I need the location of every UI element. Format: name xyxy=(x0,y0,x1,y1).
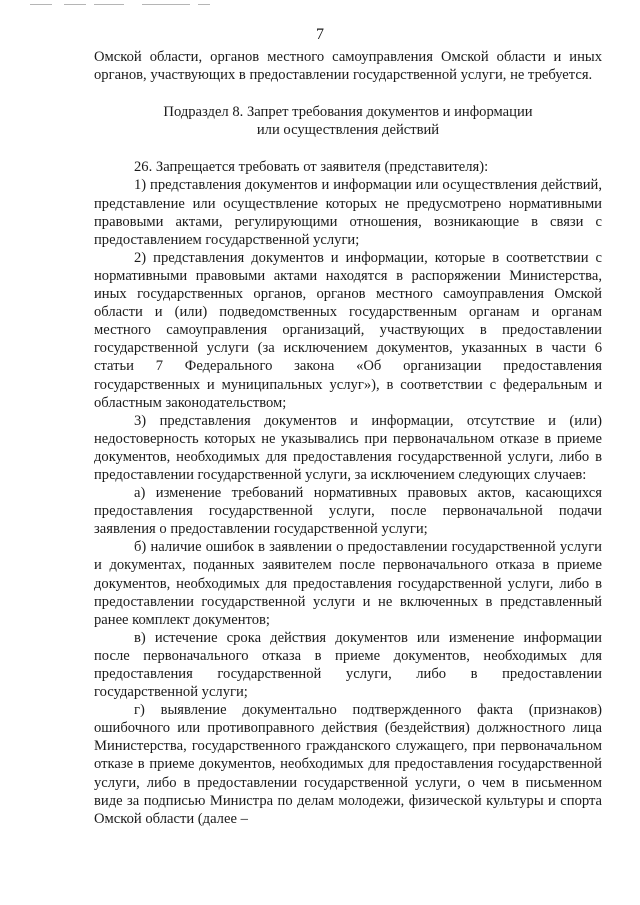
item-2: 2) представления документов и информации, которые в соответствии с нормативными правовыми актами находятся в распоряжении Министерства, иных государственных органов, органов местного самоуправления Омской области и (или) подведомственных государственным органам и органам местного самоуправления организаций, участвующих в предоставлении государственной услуги (за исключением документов, указанных в части 6 статьи 7 Федерального закона «Об организации предоставления государственных и муниципальных услуг»), в соответствии с федеральным и областным законодательством; xyxy=(94,249,602,411)
subsection-heading xyxy=(94,103,602,139)
page-number: 7 xyxy=(316,26,324,43)
subitem-a: а) изменение требований нормативных правовых актов, касающихся предоставления государственной услуги, после первоначальной подачи заявления о предоставлении государственной услуги; xyxy=(94,485,602,538)
paragraph-26: 26. Запрещается требовать от заявителя (представителя): xyxy=(134,159,489,176)
subitem-b: б) наличие ошибок в заявлении о предоставлении государственной услуги и документах, поданных заявителем после первоначального отказа в приеме документов, необходимых для предоставления государственной услуги, либо в предоставлении государственной услуги и не включенных в представленный ранее комплект документов; xyxy=(94,539,602,628)
subitem-g: г) выявление документально подтвержденного факта (признаков) ошибочного или противоправного действия (бездействия) должностного лица Министерства, государственного гражданского служащего, при первоначальном отказе в приеме документов, необходимых для предоставления государственной услуги, либо в предоставлении государственной услуги, о чем в письменном виде за подписью Министра по делам молодежи, физической культуры и спорта Омской области (далее – xyxy=(94,702,602,827)
subitem-v: в) истечение срока действия документов или изменение информации после первоначального отказа в приеме документов, необходимых для предоставления государственной услуги, либо в предоставлении государственной услуги; xyxy=(94,629,602,701)
subsection-heading-line-1: Подраздел 8. Запрет требования документов и информации xyxy=(163,104,533,121)
item-1: 1) представления документов и информации или осуществления действий, представление или осуществление которых не предусмотрено нормативными правовыми актами, регулирующими отношения, возникающие в связи с предоставлением государственной услуги; xyxy=(94,177,602,248)
document-body xyxy=(94,48,602,828)
intro-paragraph: Омской области, органов местного самоуправления Омской области и иных органов, участвующих в предоставлении государственной услуги, не требуется. xyxy=(94,49,602,84)
subsection-heading-line-2: или осуществления действий xyxy=(256,122,440,139)
item-3: 3) представления документов и информации, отсутствие и (или) недостоверность которых не указывались при первоначальном отказе в приеме документов, необходимых для предоставления государственной услуги, либо в предоставлении государственной услуги, за исключением следующих случаев: xyxy=(94,412,602,483)
scan-artifact-marks xyxy=(30,4,230,6)
